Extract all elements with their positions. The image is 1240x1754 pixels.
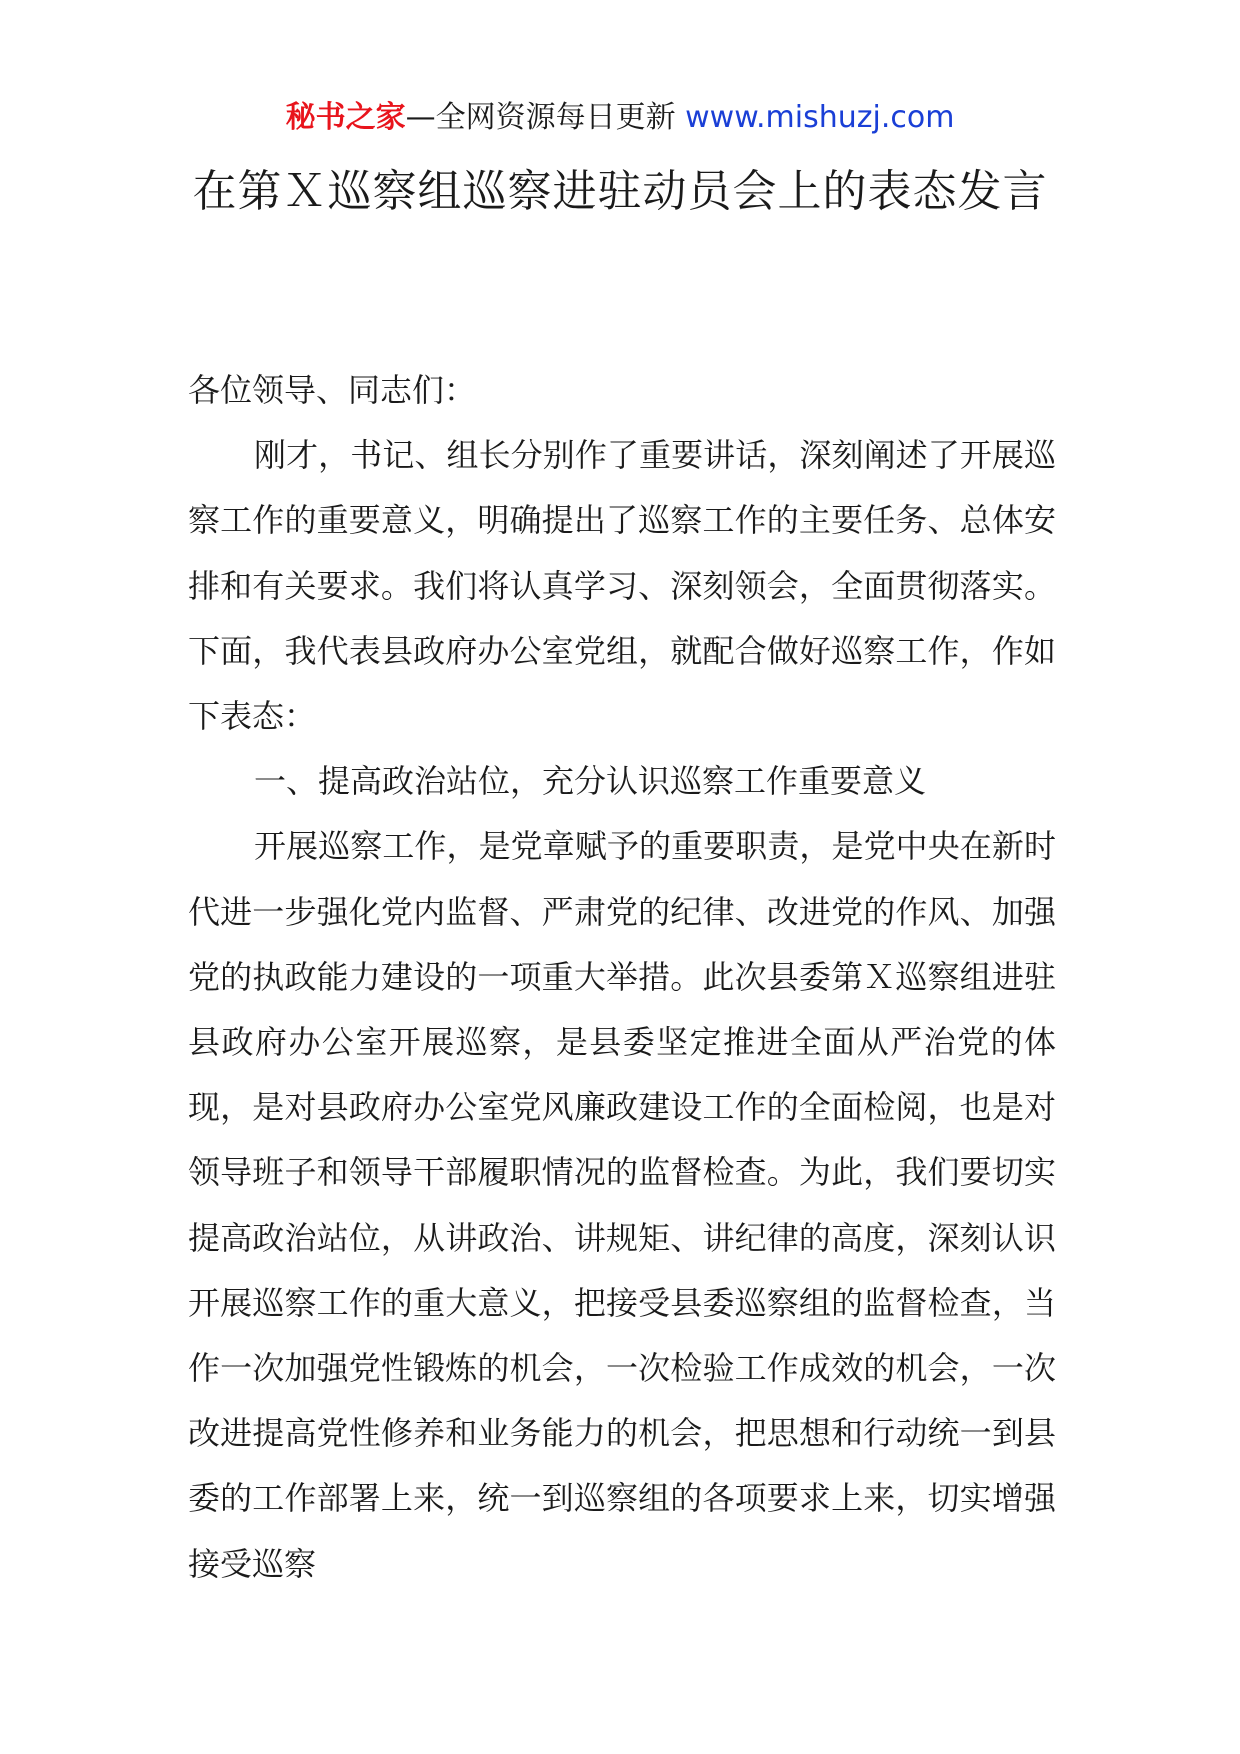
brand-tagline: —全网资源每日更新	[405, 100, 686, 135]
document-body	[188, 358, 1056, 1597]
brand-name: 秘书之家	[285, 100, 406, 135]
document-title: 在第Ｘ巡察组巡察进驻动员会上的表态发言	[192, 166, 1048, 217]
watermark-header	[0, 98, 1240, 138]
salutation: 各位领导、同志们：	[188, 371, 477, 409]
paragraph-intro: 刚才，书记、组长分别作了重要讲话，深刻阐述了开展巡察工作的重要意义，明确提出了巡察工作的主要任务、总体安排和有关要求。我们将认真学习、深刻领会，全面贯彻落实。下面，我代表县政府办公室党组，就配合做好巡察工作，作如下表态：	[188, 436, 1056, 736]
paragraph-section-1: 开展巡察工作，是党章赋予的重要职责，是党中央在新时代进一步强化党内监督、严肃党的纪律、改进党的作风、加强党的执政能力建设的一项重大举措。此次县委第Ｘ巡察组进驻县政府办公室开展巡察，是县委坚定推进全面从严治党的体现，是对县政府办公室党风廉政建设工作的全面检阅，也是对领导班子和领导干部履职情况的监督检查。为此，我们要切实提高政治站位，从讲政治、讲规矩、讲纪律的高度，深刻认识开展巡察工作的重大意义，把接受县委巡察组的监督检查，当作一次加强党性锻炼的机会，一次检验工作成效的机会，一次改进提高党性修养和业务能力的机会，把思想和行动统一到县委的工作部署上来，统一到巡察组的各项要求上来，切实增强接受巡察	[188, 827, 1056, 1583]
site-url: www.mishuzj.com	[685, 100, 955, 135]
section-heading: 一、提高政治站位，充分认识巡察工作重要意义	[254, 762, 927, 801]
